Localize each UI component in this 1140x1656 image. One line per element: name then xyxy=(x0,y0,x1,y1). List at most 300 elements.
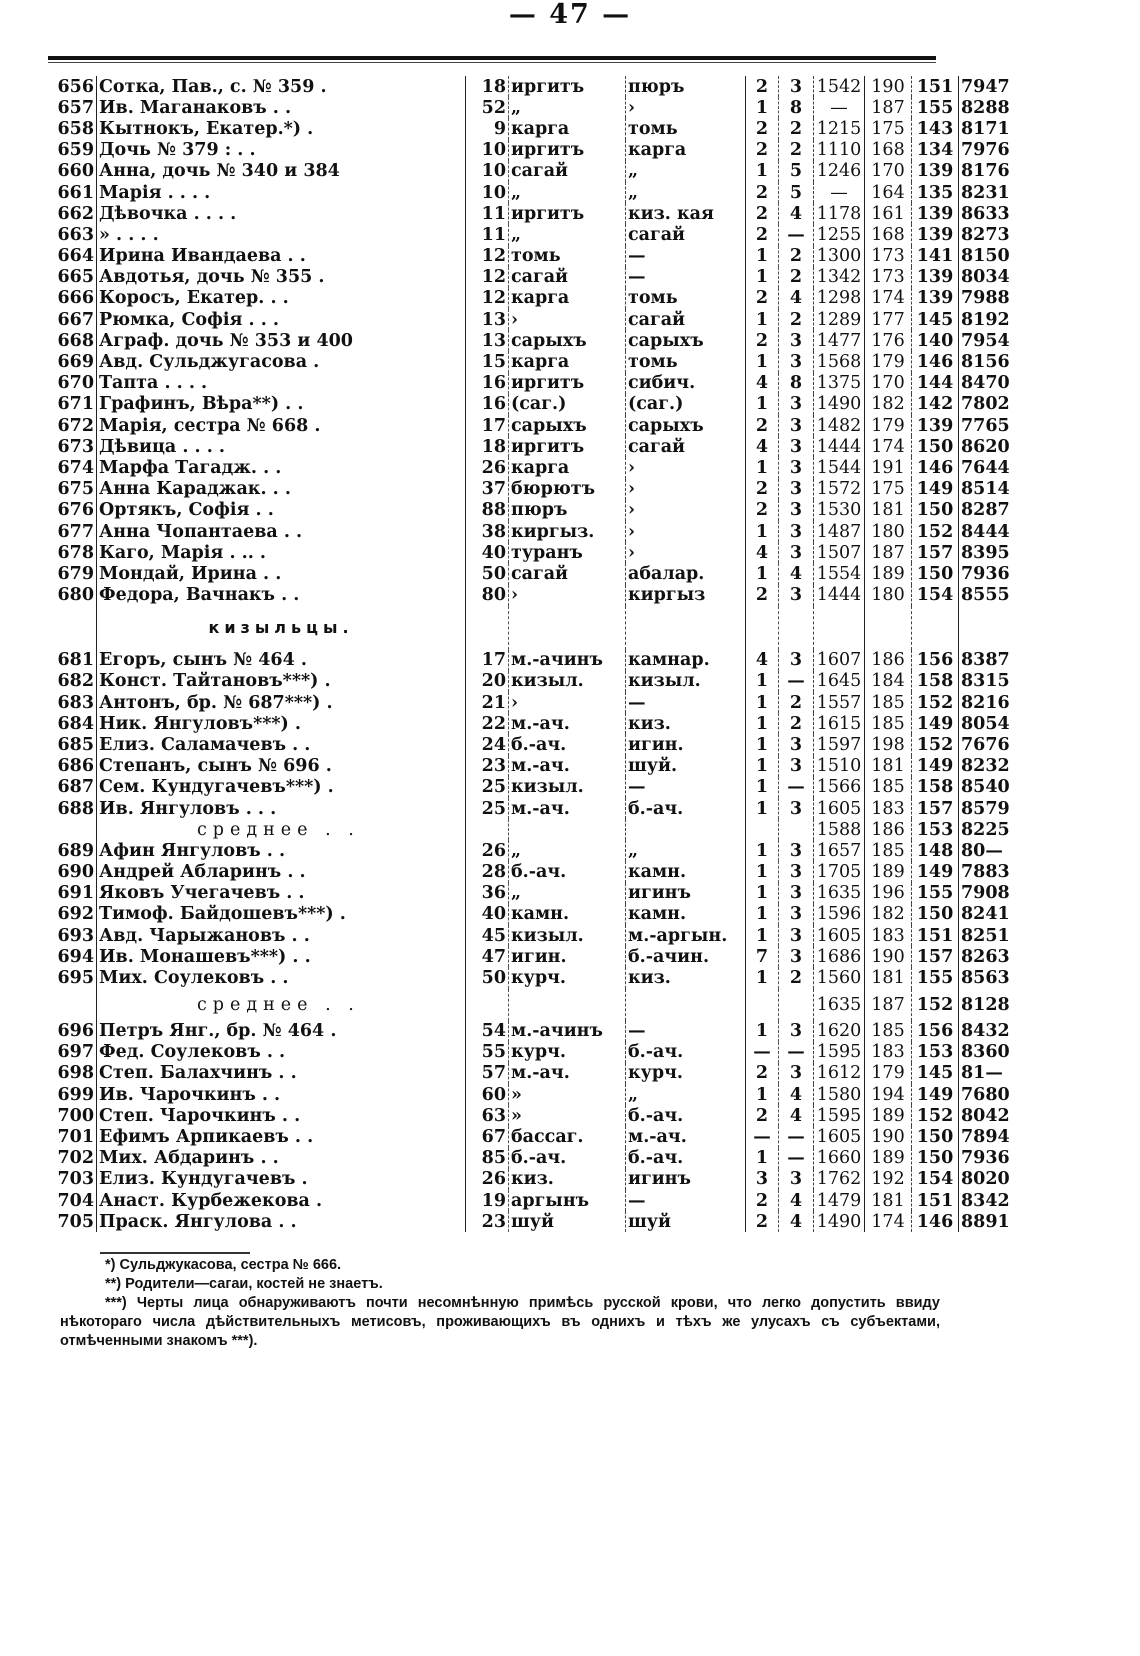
row-number-cell: 661 xyxy=(44,182,97,203)
mother-tribe-cell: › xyxy=(626,500,746,521)
row-number-cell: 694 xyxy=(44,946,97,967)
father-tribe-cell: м.-ач. xyxy=(509,1063,626,1084)
height-cell: 1110 xyxy=(814,140,865,161)
index-cell: 8288 xyxy=(961,97,1010,118)
index-cell: 8432 xyxy=(961,1021,1010,1042)
row-number-cell: 667 xyxy=(44,309,97,330)
father-tribe-cell: пюръ xyxy=(509,500,626,521)
section-heading-row xyxy=(44,606,1012,650)
subject-name-cell: Анна Чопантаева . . xyxy=(99,521,303,542)
measure-2-cell: 152 xyxy=(912,1105,959,1126)
age-cell: 10 xyxy=(466,182,509,203)
index-cell: 8315 xyxy=(961,671,1010,692)
height-cell: 1300 xyxy=(814,246,865,267)
mother-tribe-cell: › xyxy=(626,479,746,500)
father-tribe-cell: б.-ач. xyxy=(509,861,626,882)
count-2-cell: 8 xyxy=(779,373,814,394)
index-cell: 8156 xyxy=(961,352,1010,373)
row-number-cell: 684 xyxy=(44,713,97,734)
table-row xyxy=(44,500,1012,521)
count-1-cell: 2 xyxy=(746,479,779,500)
age-cell: 12 xyxy=(466,267,509,288)
age-cell: 25 xyxy=(466,798,509,819)
measure-1-cell: 185 xyxy=(865,713,912,734)
subject-name-cell: Каго, Марія . .. . xyxy=(99,542,267,563)
count-2-cell: 3 xyxy=(779,756,814,777)
age-cell: 50 xyxy=(466,563,509,584)
row-number-cell: 674 xyxy=(44,457,97,478)
mother-tribe-cell: б.-ач. xyxy=(626,798,746,819)
measure-2-cell: 150 xyxy=(912,436,959,457)
age-cell: 40 xyxy=(466,542,509,563)
row-number-cell: 692 xyxy=(44,904,97,925)
father-tribe-cell: киргыз. xyxy=(509,521,626,542)
measure-2-cell: 151 xyxy=(912,76,959,97)
age-cell: 52 xyxy=(466,97,509,118)
table-row xyxy=(44,1126,1012,1147)
subject-name-cell: Степ. Чарочкинъ . . xyxy=(99,1105,301,1126)
row-number-cell: 669 xyxy=(44,351,97,372)
count-1-cell: 1 xyxy=(746,904,779,925)
index-cell: 8287 xyxy=(961,500,1010,521)
measure-1-cell: 185 xyxy=(865,840,912,861)
mother-tribe-cell: камнар. xyxy=(626,650,746,671)
count-2-cell xyxy=(779,989,814,1021)
age-cell: 63 xyxy=(466,1105,509,1126)
measure-1-cell: 175 xyxy=(865,479,912,500)
table-row xyxy=(44,309,1012,330)
age-cell: 23 xyxy=(466,756,509,777)
father-tribe-cell: › xyxy=(509,309,626,330)
count-1-cell: 1 xyxy=(746,521,779,542)
father-tribe-cell: иргитъ xyxy=(509,436,626,457)
height-cell: 1657 xyxy=(814,840,865,861)
table-row xyxy=(44,521,1012,542)
measure-1-cell: 175 xyxy=(865,118,912,139)
count-2-cell: 4 xyxy=(779,203,814,224)
measure-1-cell: 168 xyxy=(865,140,912,161)
subject-name-cell: Ефимъ Арпикаевъ . . xyxy=(99,1127,314,1148)
count-1-cell: 2 xyxy=(746,76,779,97)
count-1-cell: 1 xyxy=(746,394,779,415)
measure-1-cell: 190 xyxy=(865,76,912,97)
father-tribe-cell: м.-ач. xyxy=(509,798,626,819)
index-cell: 8251 xyxy=(961,925,1010,946)
age-cell: 10 xyxy=(466,161,509,182)
measure-1-cell: 191 xyxy=(865,457,912,478)
height-cell: 1635 xyxy=(814,883,865,904)
mother-tribe-cell: — xyxy=(626,1190,746,1211)
subject-name-cell: Антонъ, бр. № 687***) . xyxy=(99,692,333,713)
height-cell: 1566 xyxy=(814,777,865,798)
row-number-cell: 705 xyxy=(44,1211,97,1232)
measure-1-cell: 180 xyxy=(865,585,912,606)
average-row xyxy=(44,819,1012,840)
height-cell xyxy=(814,606,865,650)
age-cell: 11 xyxy=(466,224,509,245)
father-tribe-cell: камн. xyxy=(509,904,626,925)
subject-name-cell: Егоръ, сынъ № 464 . xyxy=(99,650,307,671)
footnote-2: **) Родители—сагаи, костей не знаетъ. xyxy=(105,1276,383,1292)
table-row xyxy=(44,650,1012,671)
mother-tribe-cell: шуй xyxy=(626,1211,746,1232)
measure-1-cell: 187 xyxy=(865,97,912,118)
count-1-cell xyxy=(746,989,779,1021)
measure-1-cell: 181 xyxy=(865,500,912,521)
mother-tribe-cell: киз. xyxy=(626,713,746,734)
measure-2-cell: 149 xyxy=(912,479,959,500)
measure-1-cell: 179 xyxy=(865,351,912,372)
mother-tribe-cell xyxy=(626,989,746,1021)
mother-tribe-cell: киз. кая xyxy=(626,203,746,224)
height-cell: 1544 xyxy=(814,457,865,478)
age-cell: 12 xyxy=(466,288,509,309)
height-cell: 1605 xyxy=(814,925,865,946)
measure-2-cell: 150 xyxy=(912,563,959,584)
index-cell: 8444 xyxy=(961,521,1010,542)
count-1-cell: 2 xyxy=(746,1190,779,1211)
measure-2-cell: 134 xyxy=(912,140,959,161)
row-number-cell: 693 xyxy=(44,925,97,946)
measure-2-cell xyxy=(912,606,959,650)
table-row xyxy=(44,734,1012,755)
measure-2-cell: 145 xyxy=(912,309,959,330)
age-cell: 17 xyxy=(466,415,509,436)
measure-2-cell: 150 xyxy=(912,904,959,925)
count-2-cell: 3 xyxy=(779,798,814,819)
count-1-cell: 4 xyxy=(746,373,779,394)
row-number-cell: 659 xyxy=(44,140,97,161)
count-2-cell: 2 xyxy=(779,140,814,161)
age-cell: 45 xyxy=(466,925,509,946)
footnote-rule xyxy=(100,1252,250,1254)
count-1-cell: 2 xyxy=(746,500,779,521)
subject-name-cell: Ив. Маганаковъ . . xyxy=(99,97,292,118)
height-cell: 1568 xyxy=(814,351,865,372)
mother-tribe-cell: — xyxy=(626,777,746,798)
height-cell: 1572 xyxy=(814,479,865,500)
index-cell: 8563 xyxy=(961,967,1010,988)
subject-name-cell: Фед. Соулековъ . . xyxy=(99,1042,286,1063)
mother-tribe-cell: „ xyxy=(626,161,746,182)
father-tribe-cell: „ xyxy=(509,224,626,245)
table-row xyxy=(44,777,1012,798)
age-cell: 54 xyxy=(466,1021,509,1042)
father-tribe-cell: карга xyxy=(509,351,626,372)
father-tribe-cell xyxy=(509,819,626,840)
measure-2-cell: 149 xyxy=(912,756,959,777)
subject-name-cell: среднее . . xyxy=(197,819,360,840)
subject-name-cell: Праск. Янгулова . . xyxy=(99,1211,297,1232)
row-number-cell: 701 xyxy=(44,1126,97,1147)
measure-2-cell: 155 xyxy=(912,967,959,988)
subject-name-cell: Ник. Янгуловъ***) . xyxy=(99,713,302,734)
count-1-cell: 3 xyxy=(746,1169,779,1190)
row-number-cell: 695 xyxy=(44,967,97,988)
count-2-cell: 2 xyxy=(779,246,814,267)
index-cell: 8216 xyxy=(961,692,1010,713)
count-2-cell: 3 xyxy=(779,904,814,925)
height-cell: 1605 xyxy=(814,1126,865,1147)
height-cell: 1215 xyxy=(814,118,865,139)
age-cell: 55 xyxy=(466,1042,509,1063)
mother-tribe-cell: игин. xyxy=(626,734,746,755)
count-1-cell: 1 xyxy=(746,925,779,946)
height-cell: 1487 xyxy=(814,521,865,542)
measure-2-cell: 145 xyxy=(912,1063,959,1084)
index-cell: 8225 xyxy=(961,819,1010,840)
index-cell: 8514 xyxy=(961,479,1010,500)
father-tribe-cell: туранъ xyxy=(509,542,626,563)
index-cell: 7988 xyxy=(961,288,1010,309)
mother-tribe-cell: сарыхъ xyxy=(626,330,746,351)
row-number-cell: 665 xyxy=(44,267,97,288)
mother-tribe-cell: м.-ач. xyxy=(626,1126,746,1147)
subject-name-cell: Сотка, Пав., с. № 359 . xyxy=(99,76,327,97)
age-cell: 37 xyxy=(466,479,509,500)
count-2-cell: 3 xyxy=(779,861,814,882)
age-cell: 23 xyxy=(466,1211,509,1232)
count-2-cell: 3 xyxy=(779,1021,814,1042)
measure-1-cell: 190 xyxy=(865,946,912,967)
age-cell: 26 xyxy=(466,457,509,478)
index-cell: 8579 xyxy=(961,798,1010,819)
index-cell: 8020 xyxy=(961,1169,1010,1190)
count-2-cell xyxy=(779,819,814,840)
mother-tribe-cell: шуй. xyxy=(626,756,746,777)
table-row xyxy=(44,330,1012,351)
measure-1-cell: 192 xyxy=(865,1169,912,1190)
table-row xyxy=(44,97,1012,118)
father-tribe-cell: „ xyxy=(509,97,626,118)
subject-name-cell: Елиз. Кундугачевъ . xyxy=(99,1169,308,1190)
measure-1-cell: 176 xyxy=(865,330,912,351)
count-2-cell: 3 xyxy=(779,585,814,606)
row-number-cell: 658 xyxy=(44,118,97,139)
age-cell: 16 xyxy=(466,373,509,394)
subject-name-cell: Тимоф. Байдошевъ***) . xyxy=(99,904,346,925)
count-1-cell: 1 xyxy=(746,457,779,478)
index-cell: 7765 xyxy=(961,415,1010,436)
subject-name-cell: Дочь № 379 : . . xyxy=(99,140,256,161)
subject-name-cell: Яковъ Учегачевъ . . xyxy=(99,883,305,904)
count-1-cell: 1 xyxy=(746,671,779,692)
father-tribe-cell: сагай xyxy=(509,161,626,182)
mother-tribe-cell: „ xyxy=(626,182,746,203)
table-row xyxy=(44,161,1012,182)
mother-tribe-cell: томь xyxy=(626,118,746,139)
measure-2-cell: 149 xyxy=(912,713,959,734)
subject-name-cell: Дѣвица . . . . xyxy=(99,436,226,457)
count-1-cell: 1 xyxy=(746,1084,779,1105)
table-row xyxy=(44,925,1012,946)
count-2-cell: 3 xyxy=(779,394,814,415)
father-tribe-cell: кизыл. xyxy=(509,671,626,692)
count-1-cell: 1 xyxy=(746,161,779,182)
count-2-cell: 2 xyxy=(779,692,814,713)
measure-1-cell: 173 xyxy=(865,246,912,267)
height-cell: 1597 xyxy=(814,734,865,755)
height-cell: 1607 xyxy=(814,650,865,671)
index-cell: 8620 xyxy=(961,436,1010,457)
height-cell: 1635 xyxy=(814,989,865,1021)
subject-name-cell: Сем. Кундугачевъ***) . xyxy=(99,777,334,798)
row-number-cell xyxy=(44,606,97,650)
count-1-cell: 2 xyxy=(746,224,779,245)
father-tribe-cell: „ xyxy=(509,840,626,861)
father-tribe-cell xyxy=(509,989,626,1021)
height-cell: 1298 xyxy=(814,288,865,309)
age-cell: 24 xyxy=(466,734,509,755)
table-row xyxy=(44,1042,1012,1063)
height-cell: — xyxy=(814,182,865,203)
father-tribe-cell: иргитъ xyxy=(509,373,626,394)
measure-2-cell: 139 xyxy=(912,224,959,245)
header-rule-thin xyxy=(48,62,936,63)
age-cell: 40 xyxy=(466,904,509,925)
measure-2-cell: 139 xyxy=(912,415,959,436)
measure-2-cell: 149 xyxy=(912,1084,959,1105)
index-cell: 8231 xyxy=(961,182,1010,203)
subject-name-cell: Мих. Абдаринъ . . xyxy=(99,1148,279,1169)
age-cell: 9 xyxy=(466,118,509,139)
header-rule xyxy=(48,56,936,60)
height-cell: 1557 xyxy=(814,692,865,713)
age-cell: 50 xyxy=(466,967,509,988)
height-cell: 1255 xyxy=(814,224,865,245)
measure-2-cell: 141 xyxy=(912,246,959,267)
count-1-cell: 1 xyxy=(746,692,779,713)
measure-1-cell: 185 xyxy=(865,692,912,713)
count-1-cell: 1 xyxy=(746,309,779,330)
table-row xyxy=(44,415,1012,436)
age-cell: 47 xyxy=(466,946,509,967)
height-cell: 1542 xyxy=(814,76,865,97)
index-cell: 7644 xyxy=(961,457,1010,478)
count-2-cell: 3 xyxy=(779,1063,814,1084)
row-number-cell: 697 xyxy=(44,1042,97,1063)
measure-2-cell: 150 xyxy=(912,1148,959,1169)
count-2-cell: — xyxy=(779,1148,814,1169)
subject-name-cell: Аграф. дочь № 353 и 400 xyxy=(99,330,353,351)
count-1-cell: 1 xyxy=(746,563,779,584)
table-row xyxy=(44,351,1012,372)
index-cell: 8263 xyxy=(961,946,1010,967)
measure-2-cell: 152 xyxy=(912,692,959,713)
height-cell: 1178 xyxy=(814,203,865,224)
table-row xyxy=(44,1021,1012,1042)
father-tribe-cell: сагай xyxy=(509,267,626,288)
subject-name-cell: Елиз. Саламачевъ . . xyxy=(99,735,311,756)
index-cell: 8360 xyxy=(961,1042,1010,1063)
height-cell: 1580 xyxy=(814,1084,865,1105)
count-2-cell: — xyxy=(779,777,814,798)
count-1-cell: 1 xyxy=(746,777,779,798)
count-2-cell: 3 xyxy=(779,883,814,904)
table-row xyxy=(44,373,1012,394)
height-cell: 1289 xyxy=(814,309,865,330)
row-number-cell: 656 xyxy=(44,76,97,97)
height-cell: 1645 xyxy=(814,671,865,692)
measure-1-cell: 168 xyxy=(865,224,912,245)
index-cell: 7802 xyxy=(961,394,1010,415)
count-1-cell: 4 xyxy=(746,436,779,457)
father-tribe-cell: м.-ач. xyxy=(509,756,626,777)
count-2-cell: 3 xyxy=(779,734,814,755)
row-number-cell: 677 xyxy=(44,521,97,542)
index-cell: 8540 xyxy=(961,777,1010,798)
count-1-cell: 4 xyxy=(746,650,779,671)
age-cell: 18 xyxy=(466,436,509,457)
measure-2-cell: 151 xyxy=(912,1190,959,1211)
mother-tribe-cell: › xyxy=(626,542,746,563)
father-tribe-cell: карга xyxy=(509,118,626,139)
table-row xyxy=(44,840,1012,861)
measure-2-cell: 155 xyxy=(912,883,959,904)
measure-1-cell: 181 xyxy=(865,967,912,988)
measure-1-cell: 161 xyxy=(865,203,912,224)
subject-name-cell: Кытнокъ, Екатер.*) . xyxy=(99,118,314,139)
row-number-cell: 690 xyxy=(44,861,97,882)
count-1-cell: 1 xyxy=(746,1148,779,1169)
index-cell: 8054 xyxy=(961,713,1010,734)
mother-tribe-cell: „ xyxy=(626,1084,746,1105)
count-2-cell: 2 xyxy=(779,118,814,139)
table-row xyxy=(44,182,1012,203)
table-row xyxy=(44,224,1012,245)
measure-2-cell: 152 xyxy=(912,734,959,755)
father-tribe-cell: иргитъ xyxy=(509,140,626,161)
father-tribe-cell: м.-ачинъ xyxy=(509,1021,626,1042)
measure-2-cell: 139 xyxy=(912,161,959,182)
measure-2-cell: 150 xyxy=(912,1126,959,1147)
age-cell: 60 xyxy=(466,1084,509,1105)
table-row xyxy=(44,140,1012,161)
mother-tribe-cell: сагай xyxy=(626,309,746,330)
age-cell: 16 xyxy=(466,394,509,415)
subject-name-cell: кизыльцы. xyxy=(208,617,354,637)
subject-name-cell: Петръ Янг., бр. № 464 . xyxy=(99,1021,337,1042)
measure-2-cell: 156 xyxy=(912,650,959,671)
measure-1-cell: 185 xyxy=(865,777,912,798)
count-2-cell: — xyxy=(779,224,814,245)
index-cell: 7976 xyxy=(961,140,1010,161)
index-cell: 8273 xyxy=(961,224,1010,245)
index-cell: 81— xyxy=(961,1063,1003,1084)
measure-2-cell: 158 xyxy=(912,777,959,798)
count-1-cell: 2 xyxy=(746,288,779,309)
mother-tribe-cell: б.-ачин. xyxy=(626,946,746,967)
table-row xyxy=(44,118,1012,139)
measure-2-cell: 157 xyxy=(912,946,959,967)
subject-name-cell: Мих. Соулековъ . . xyxy=(99,967,289,988)
measure-2-cell: 150 xyxy=(912,500,959,521)
row-number-cell: 662 xyxy=(44,203,97,224)
index-cell: 7936 xyxy=(961,563,1010,584)
subject-name-cell: Ирина Ивандаева . . xyxy=(99,246,306,267)
measure-1-cell: 179 xyxy=(865,415,912,436)
subject-name-cell: Ив. Янгуловъ . . . xyxy=(99,798,277,819)
row-number-cell xyxy=(44,819,97,840)
count-2-cell: 4 xyxy=(779,1190,814,1211)
index-cell: 8470 xyxy=(961,373,1010,394)
age-cell: 21 xyxy=(466,692,509,713)
mother-tribe-cell: › xyxy=(626,457,746,478)
height-cell: 1444 xyxy=(814,436,865,457)
height-cell: 1507 xyxy=(814,542,865,563)
row-number-cell: 696 xyxy=(44,1021,97,1042)
age-cell: 10 xyxy=(466,140,509,161)
